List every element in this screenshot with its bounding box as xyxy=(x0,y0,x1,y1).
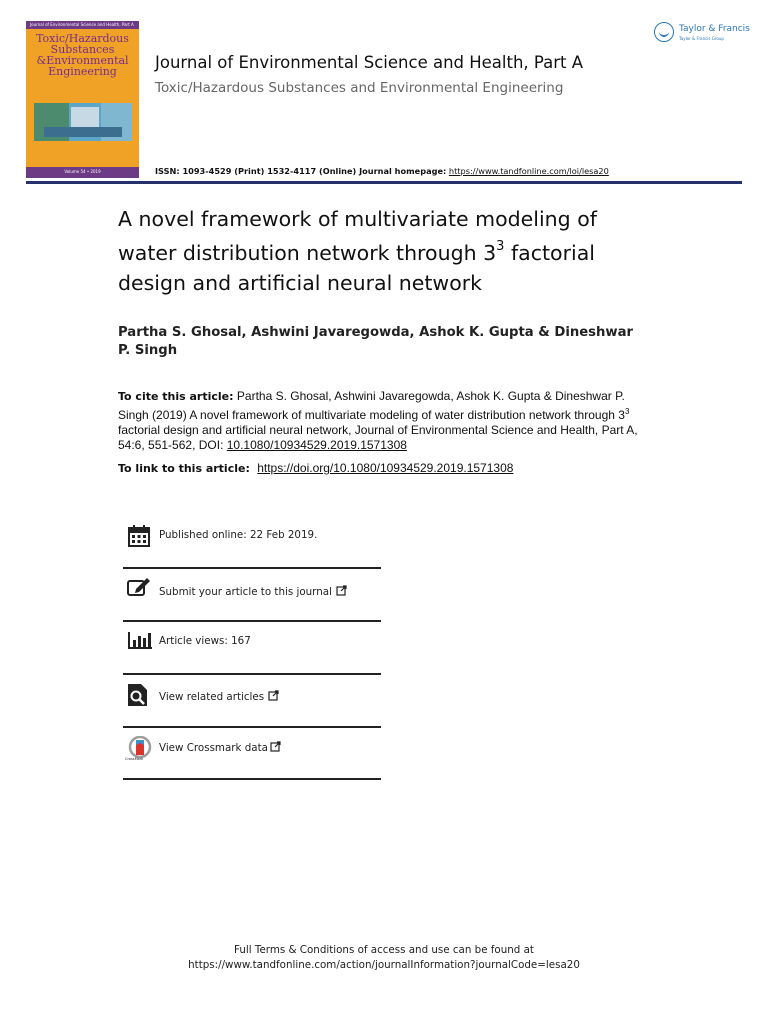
views-row xyxy=(123,628,381,658)
cover-title-line: &Environmental xyxy=(36,54,129,67)
title-line: factorial xyxy=(504,240,595,265)
footer xyxy=(0,943,768,973)
related-articles-icon xyxy=(127,683,149,707)
cover-topline: Journal of Environmental Science and Health, Part A xyxy=(30,22,134,27)
divider xyxy=(123,673,381,675)
title-line: design and artificial neural network xyxy=(118,270,483,295)
edit-icon xyxy=(127,576,151,598)
journal-homepage-link[interactable]: https://www.tandfonline.com/loi/lesa20 xyxy=(448,166,609,176)
footer-terms-link[interactable]: https://www.tandfonline.com/action/journalInformation?journalCode=lesa20 xyxy=(188,959,580,971)
divider xyxy=(123,778,381,780)
published-row xyxy=(123,522,381,552)
issn-label: ISSN: 1093-4529 (Print) 1532-4117 (Online) Journal homepage: xyxy=(155,166,447,176)
cover-title-line: Toxic/Hazardous xyxy=(36,32,129,45)
divider xyxy=(123,567,381,569)
article-doi-url[interactable]: https://doi.org/10.1080/10934529.2019.1571308 xyxy=(257,461,514,475)
divider xyxy=(123,726,381,728)
publisher-logo[interactable] xyxy=(654,22,754,46)
crossmark-link[interactable] xyxy=(159,741,281,754)
publisher-name: Taylor & Francis xyxy=(679,24,750,34)
submit-label: Submit your article to this journal xyxy=(159,586,332,598)
citation-text: Partha S. Ghosal, Ashwini Javaregowda, Ashok K. Gupta & Dineshwar P. Singh (2019) A novel framework of multivariate modeling of water distribution network through 3 xyxy=(118,389,625,422)
published-date: Published online: 22 Feb 2019. xyxy=(159,529,318,541)
journal-subtitle: Toxic/Hazardous Substances and Environmental Engineering xyxy=(155,80,564,96)
citation-text: factorial design and artificial neural network, Journal of Environmental Science and Health, Part A, 54:6, 551-562, DOI: xyxy=(118,423,638,452)
calendar-icon xyxy=(127,524,151,548)
related-label: View related articles xyxy=(159,691,265,703)
submit-article-link[interactable] xyxy=(159,585,347,598)
cover-volume: Volume 54 • 2019 xyxy=(64,169,101,174)
title-line: A novel framework of multivariate modeling of xyxy=(118,207,597,231)
issn-line xyxy=(155,166,609,176)
divider xyxy=(123,620,381,622)
doi-link[interactable]: 10.1080/10934529.2019.1571308 xyxy=(226,438,407,452)
article-views: Article views: 167 xyxy=(159,635,251,647)
citation-label: To cite this article: xyxy=(118,390,234,403)
title-superscript: 3 xyxy=(496,239,505,254)
related-row[interactable] xyxy=(123,682,381,712)
journal-title: Journal of Environmental Science and Health, Part A xyxy=(155,53,584,72)
article-title xyxy=(118,204,678,298)
external-link-icon xyxy=(270,741,281,752)
bar-chart-icon xyxy=(127,630,153,650)
cover-title-line: Engineering xyxy=(48,65,117,78)
header-rule xyxy=(26,181,742,184)
authors: Partha S. Ghosal, Ashwini Javaregowda, Ashok K. Gupta & Dineshwar P. Singh xyxy=(118,325,634,358)
submit-row[interactable] xyxy=(123,576,381,606)
cover-photo xyxy=(34,103,132,141)
cover-title xyxy=(30,33,135,77)
related-articles-link[interactable] xyxy=(159,690,279,703)
external-link-icon xyxy=(268,690,279,701)
link-label: To link to this article: xyxy=(118,462,250,475)
publisher-group: Taylor & Francis Group xyxy=(679,36,724,41)
cover-title-line: Substances xyxy=(50,43,115,56)
crossmark-row[interactable] xyxy=(123,735,381,767)
article-link-line xyxy=(118,461,513,475)
title-line: water distribution network through 3 xyxy=(118,240,497,265)
citation-superscript: 3 xyxy=(624,407,630,416)
crossmark-caption: CrossMark xyxy=(125,757,144,761)
taylor-francis-icon xyxy=(654,22,674,42)
footer-line1: Full Terms & Conditions of access and use can be found at xyxy=(234,944,534,956)
external-link-icon xyxy=(336,585,347,596)
journal-cover xyxy=(26,21,139,178)
citation xyxy=(118,389,658,453)
crossmark-label: View Crossmark data xyxy=(159,742,268,754)
